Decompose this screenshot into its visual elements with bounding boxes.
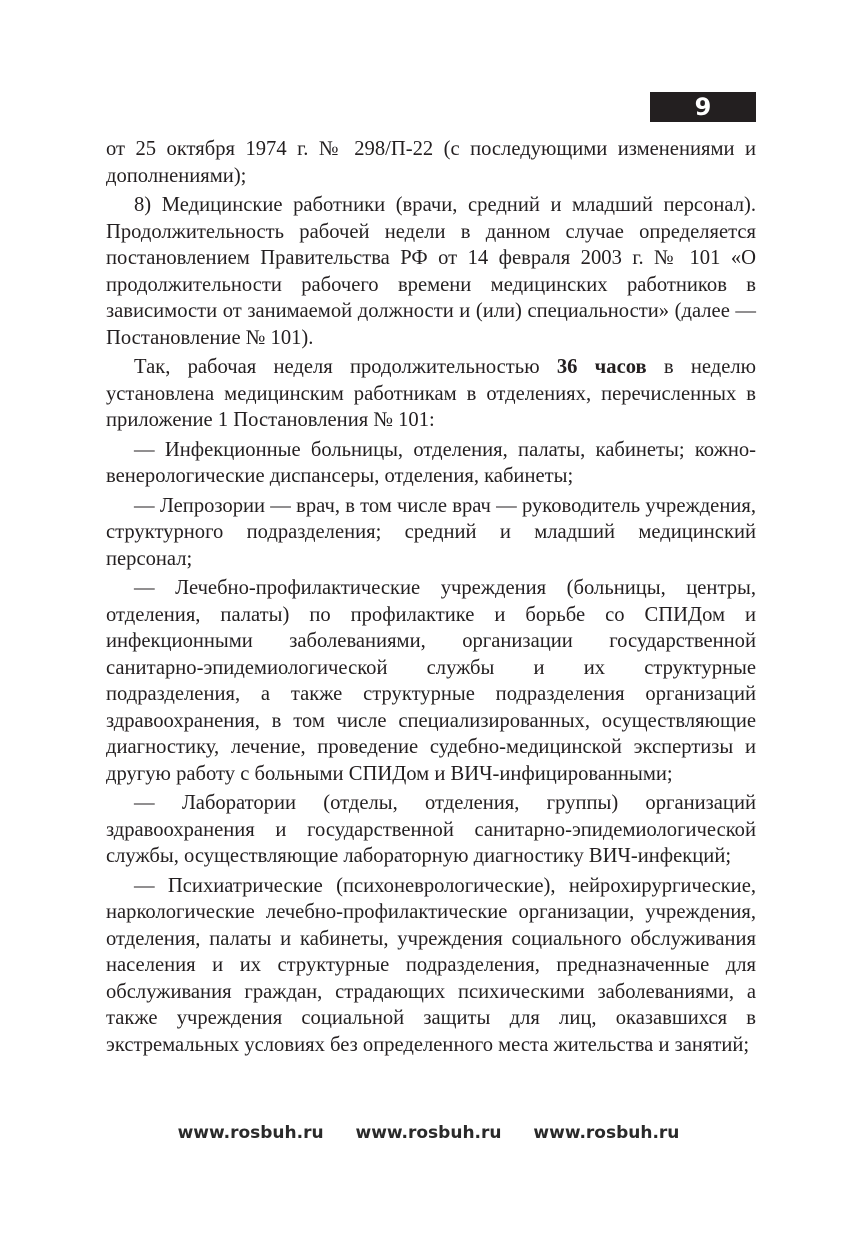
footer-link[interactable]: www.rosbuh.ru bbox=[533, 1123, 680, 1143]
list-item-leprosy: — Лепрозории — врач, в том числе врач — руководитель учреждения, структурного подразделения; средний и младший медицинский персонал; bbox=[106, 494, 756, 570]
list-item-psychiatric: — Психиатрические (психоневрологические), нейрохирургические, наркологические лечебно-профилактические организации, учреждения, отделения, палаты и кабинеты, учреждения социального обслуживания населения и их структурные подразделения, предназначенные для обслуживания граждан, страдающих психическими заболеваниями, а также учреждения социальной защиты для лиц, оказавшихся в экстремальных условиях без определенного места жительства и занятий; bbox=[106, 874, 756, 1056]
paragraph-3-text-a: Так, рабочая неделя продолжительностью bbox=[134, 356, 557, 378]
paragraph-3 bbox=[106, 354, 756, 434]
list-item-laboratories: — Лаборатории (отделы, отделения, группы) организаций здравоохранения и государственной санитарно-эпидемиологической службы, осуществляющие лабораторную диагностику ВИЧ-инфекций; bbox=[106, 792, 756, 867]
footer-links bbox=[0, 1123, 857, 1143]
list-item-infectious: — Инфекционные больницы, отделения, палаты, кабинеты; кожно-венерологические диспансеры, отделения, кабинеты; bbox=[106, 438, 756, 487]
footer-link[interactable]: www.rosbuh.ru bbox=[177, 1123, 324, 1143]
page-number: 9 bbox=[694, 93, 712, 121]
list-item-aids: — Лечебно-профилактические учреждения (больницы, центры, отделения, палаты) по профилактике и борьбе со СПИДом и инфекционными заболеваниями, организации государственной санитарно-эпидемиологической службы и их структурные подразделения, а также структурные подразделения организаций здравоохранения, в том числе специализированных, осуществляющие диагностику, лечение, проведение судебно-медицинской экспертизы и другую работу с больными СПИДом и ВИЧ-инфицированными; bbox=[106, 577, 756, 785]
paragraph-3-text-b: в неделю установлена медицинским работникам в отделениях, перечисленных в приложение 1 Постановления № 101: bbox=[106, 356, 756, 431]
paragraph-2: 8) Медицинские работники (врачи, средний и младший персонал). Продолжительность рабочей недели в данном случае определяется постановлением Правительства РФ от 14 февраля 2003 г. № 101 «О продолжительности рабочего времени медицинских работников в зависимости от занимаемой должности и (или) специальности» (далее — Постановление № 101). bbox=[106, 194, 756, 349]
page-number-badge bbox=[650, 92, 756, 122]
paragraph-3-bold: 36 часов bbox=[556, 356, 647, 378]
paragraph-1: от 25 октября 1974 г. № 298/П-22 (с последующими изменениями и дополнениями); bbox=[106, 138, 756, 187]
page-body bbox=[106, 136, 756, 1058]
footer-link[interactable]: www.rosbuh.ru bbox=[355, 1123, 502, 1143]
